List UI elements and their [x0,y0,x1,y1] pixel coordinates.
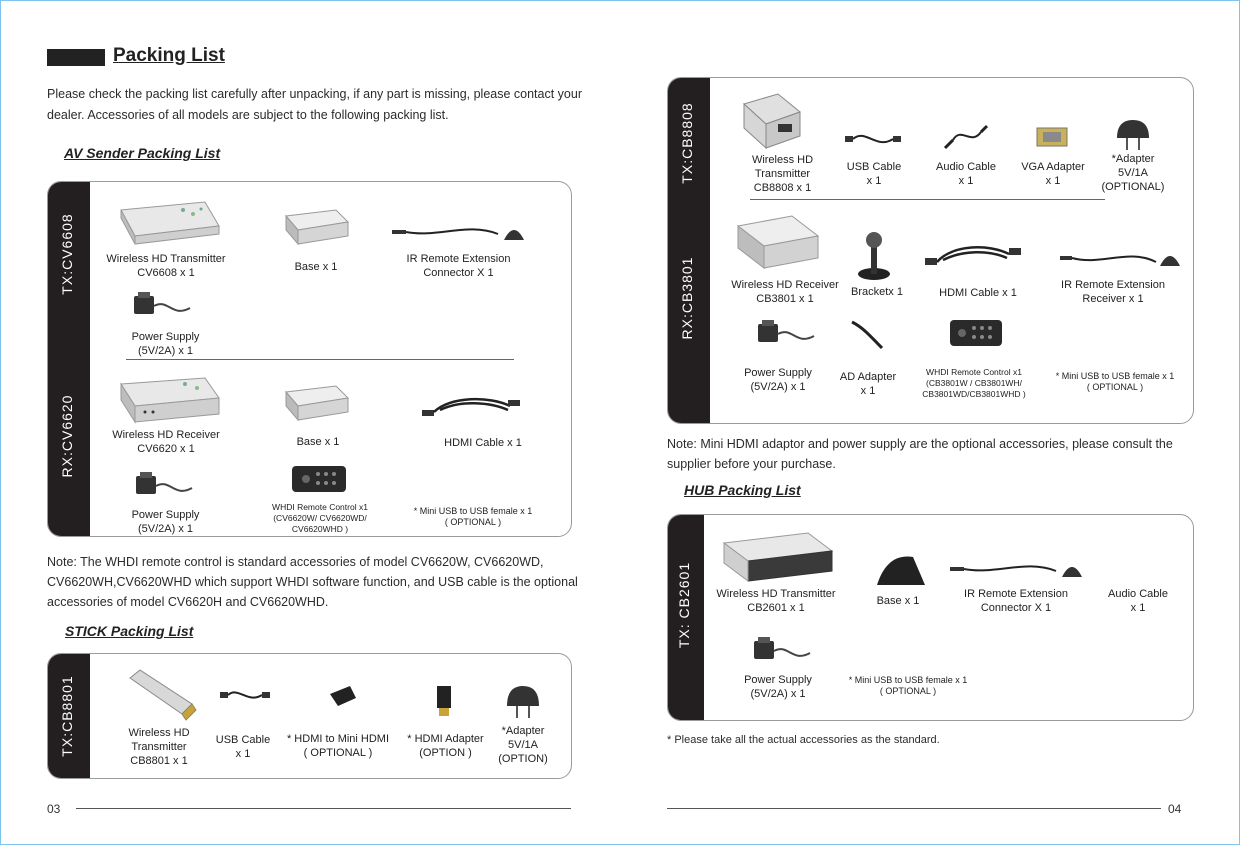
receiver-image [113,372,223,424]
cb-receiver-image [732,212,824,274]
cb-rx-band-label: RX:CB3801 [679,256,695,340]
cb-rx-power-label: Power Supply (5V/2A) x 1 [744,367,812,393]
av-note: Note: The WHDI remote control is standard accessories of model CV6620W, CV6620WD, CV6620WH,CV6620WHD which support WHDI software function, and USB cable is the optional accessories of model CV6620H and CV6620WHD. [47,555,578,609]
cb-divider [750,199,1105,200]
av-heading: AV Sender Packing List [64,145,221,161]
ad-adapter-image [848,318,888,352]
cb-transmitter-image [738,92,808,150]
cb-panel [667,77,1194,424]
intro-text: Please check the packing list carefully after unpacking, if any part is missing, please contact your dealer. Accessories of all models are subject to the following packing list. [47,87,582,122]
hdmi-adapter-image [434,684,454,718]
page-title: Packing List [113,45,225,66]
stick-panel [47,653,572,779]
av-rx-power-label: Power Supply (5V/2A) x 1 [131,509,200,535]
av-rx-base-label: Base x 1 [296,436,340,448]
av-divider [126,359,514,360]
ir-extension-image [1056,244,1186,274]
page-number-left: 03 [47,802,61,816]
adapter-image [503,682,543,720]
av-tx-base-label: Base x 1 [294,261,338,273]
cb-tx-audio-label: Audio Cable x 1 [936,161,996,187]
usb-cable-image [218,684,274,706]
av-rx-remote-label: WHDI Remote Control x1 (CV6620W/ CV6620WD/ CV6620WHD ) [272,502,368,534]
stick-hdmi-adapter-label: * HDMI Adapter (OPTION ) [407,733,484,759]
av-rx-mini-usb-label: * Mini USB to USB female x 1 ( OPTIONAL ) [413,506,533,527]
av-rx-receiver-label: Wireless HD Receiver CV6620 x 1 [112,429,220,455]
cb-tx-vga-label: VGA Adapter x 1 [1021,161,1085,187]
hub-ir-label: IR Remote Extension Connector X 1 [964,588,1068,614]
cb-rx-ad-adapter-label: AD Adapter x 1 [839,371,897,397]
cb-rx-mini-usb-label: * Mini USB to USB female x 1 ( OPTIONAL ) [1055,371,1175,392]
cb-rx-bracket-label: Bracketx 1 [851,286,903,298]
hub-heading: HUB Packing List [684,482,801,498]
cb-tx-band-label: TX:CB8808 [679,102,695,184]
ir-extension-image [388,218,528,246]
footer-note: * Please take all the actual accessories as the standard. [667,734,940,746]
power-supply-image [748,633,816,669]
stick-transmitter-image [122,664,202,724]
hub-transmitter-label: Wireless HD Transmitter CB2601 x 1 [716,588,836,614]
mini-hdmi-image [328,684,358,708]
stick-band-label: TX:CB8801 [59,675,75,757]
stick-usb-label: USB Cable x 1 [215,734,271,760]
av-tx-power-label: Power Supply (5V/2A) x 1 [131,331,200,357]
cb-tx-transmitter-label: Wireless HD Transmitter CB8808 x 1 [751,154,814,194]
hub-audio-label: Audio Cable x 1 [1108,588,1168,614]
power-supply-image [128,288,196,324]
cb-rx-hdmi-label: HDMI Cable x 1 [939,287,1017,299]
cb-rx-receiver-label: Wireless HD Receiver CB3801 x 1 [731,279,839,305]
cb-rx-ir-label: IR Remote Extension Receiver x 1 [1061,279,1165,305]
base-image [873,549,929,589]
stick-heading: STICK Packing List [65,623,194,639]
hub-power-label: Power Supply (5V/2A) x 1 [744,674,812,700]
stick-transmitter-label: Wireless HD Transmitter CB8801 x 1 [128,727,190,767]
cb-tx-usb-label: USB Cable x 1 [846,161,902,187]
av-sender-panel [47,181,572,537]
hdmi-cable-image [923,238,1023,272]
av-tx-transmitter-label: Wireless HD Transmitter CV6608 x 1 [106,253,226,279]
cb-tx-adapter-label: *Adapter 5V/1A (OPTIONAL) [1101,153,1165,193]
base-image [280,204,352,246]
av-tx-band-label: TX:CV6608 [59,213,75,295]
power-supply-image [752,316,820,352]
page-number-right: 04 [1168,802,1182,816]
hub-transmitter-image [718,529,838,587]
hub-base-label: Base x 1 [876,595,920,607]
ir-extension-image [946,555,1086,583]
av-rx-band-label: RX:CV6620 [59,394,75,478]
footer-rule-right [667,808,1161,809]
cb-note: Note: Mini HDMI adaptor and power supply are the optional accessories, please consult the supplier before your purchase. [667,437,1173,471]
av-rx-hdmi-label: HDMI Cable x 1 [444,437,522,449]
stick-mini-hdmi-label: * HDMI to Mini HDMI ( OPTIONAL ) [286,733,390,759]
base-image [280,380,352,422]
hub-panel [667,514,1194,721]
footer-rule-left [76,808,571,809]
av-tx-ir-label: IR Remote Extension Connector X 1 [406,253,511,279]
cb-rx-remote-label: WHDI Remote Control x1 (CB3801W / CB3801WH/ CB3801WD/CB3801WHD ) [922,367,1026,399]
power-supply-image [130,468,198,504]
hub-mini-usb-label: * Mini USB to USB female x 1 ( OPTIONAL ) [848,675,968,696]
vga-adapter-image [1031,120,1075,154]
adapter-image [1114,116,1152,152]
bracket-image [854,224,894,282]
remote-control-image [288,462,350,496]
stick-adapter-label: *Adapter 5V/1A (OPTION) [498,725,548,765]
transmitter-image [113,196,223,248]
remote-control-image [946,316,1006,350]
hub-band-label: TX: CB2601 [676,561,692,649]
hdmi-cable-image [420,392,524,420]
usb-cable-image [843,128,907,150]
title-marker [47,49,105,66]
audio-cable-image [941,122,991,152]
